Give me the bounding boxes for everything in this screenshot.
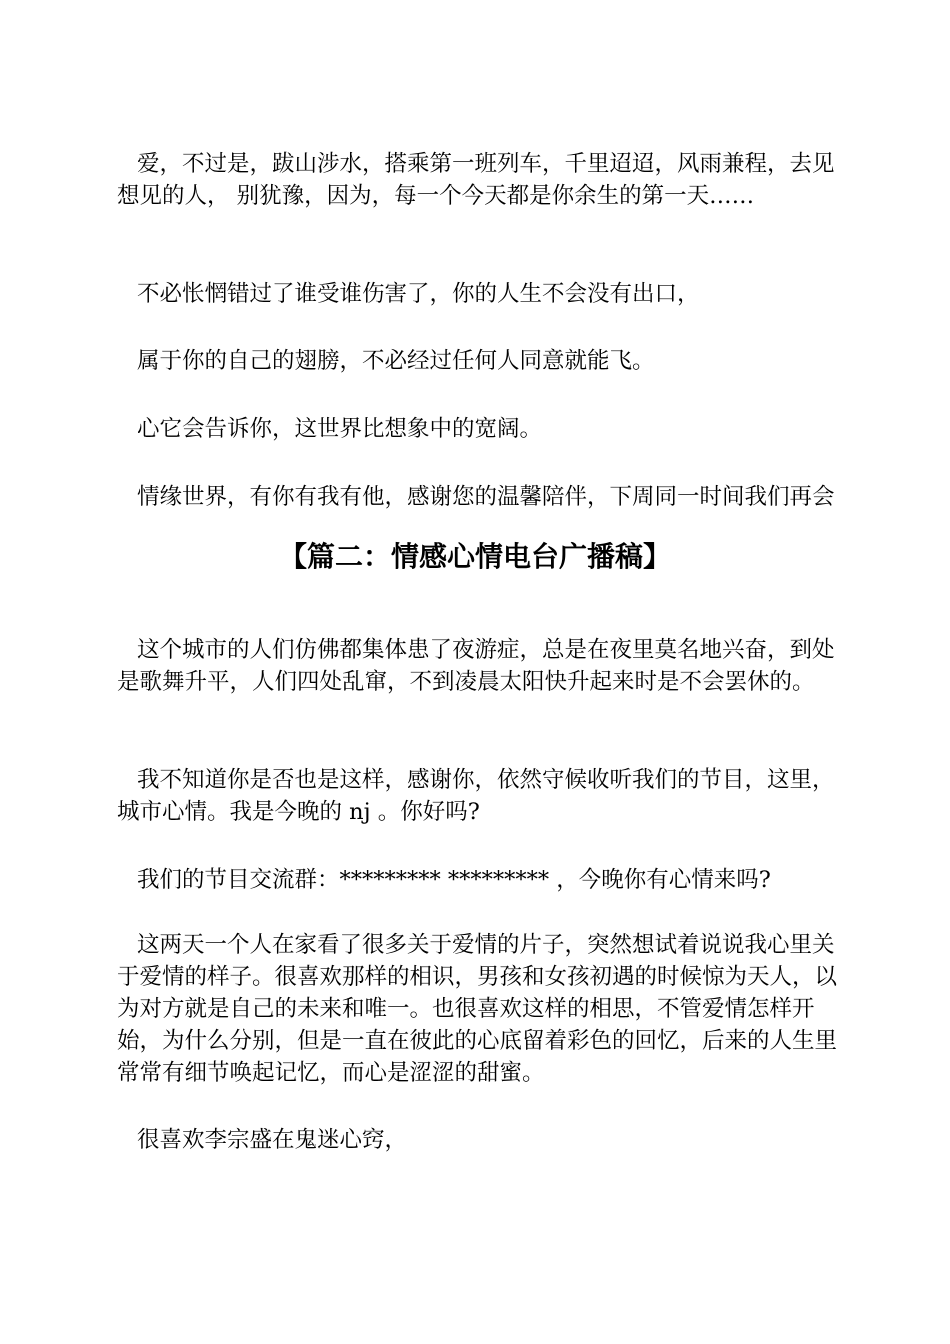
paragraph-own-wings: 属于你的自己的翅膀，不必经过任何人同意就能飞。 <box>137 348 655 374</box>
paragraph-city-night: 这个城市的人们仿佛都集体患了夜游症，总是在夜里莫名地兴奋，到处是歌舞升平，人们四处乱窜，不到凌晨太阳快升起来时是不会罢休的。 <box>117 637 835 695</box>
paragraph-no-regret: 不必怅惘错过了谁受谁伤害了，你的人生不会没有出口， <box>137 281 700 307</box>
paragraph-farewell: 情缘世界，有你有我有他，感谢您的温馨陪伴，下周同一时间我们再会 <box>137 484 835 510</box>
paragraph-li-zongsheng: 很喜欢李宗盛在鬼迷心窍， <box>137 1127 408 1153</box>
section-heading: 【篇二：情感心情电台广播稿】 <box>278 540 671 573</box>
paragraph-chat-group: 我们的节目交流群：********* ********* ，今晚你有心情来吗? <box>137 867 771 893</box>
paragraph-love-journey: 爱，不过是，跋山涉水，搭乘第一班列车，千里迢迢，风雨兼程，去见想见的人， 别犹豫，因为，每一个今天都是你余生的第一天…… <box>117 151 835 209</box>
paragraph-love-thoughts: 这两天一个人在家看了很多关于爱情的片子，突然想试着说说我心里关于爱情的样子。很喜欢那样的相识，男孩和女孩初遇的时候惊为天人，以为对方就是自己的未来和唯一。也很喜欢这样的相思，不管爱情怎样开始，为什么分别，但是一直在彼此的心底留着彩色的回忆，后来的人生里常常有细节唤起记忆，而心是涩涩的甜蜜。 <box>117 932 838 1086</box>
paragraph-greeting: 我不知道你是否也是这样，感谢你，依然守候收听我们的节目，这里，城市心情。我是今晚的 nj 。你好吗? <box>117 767 835 825</box>
paragraph-wide-world: 心它会告诉你，这世界比想象中的宽阔。 <box>137 416 543 442</box>
